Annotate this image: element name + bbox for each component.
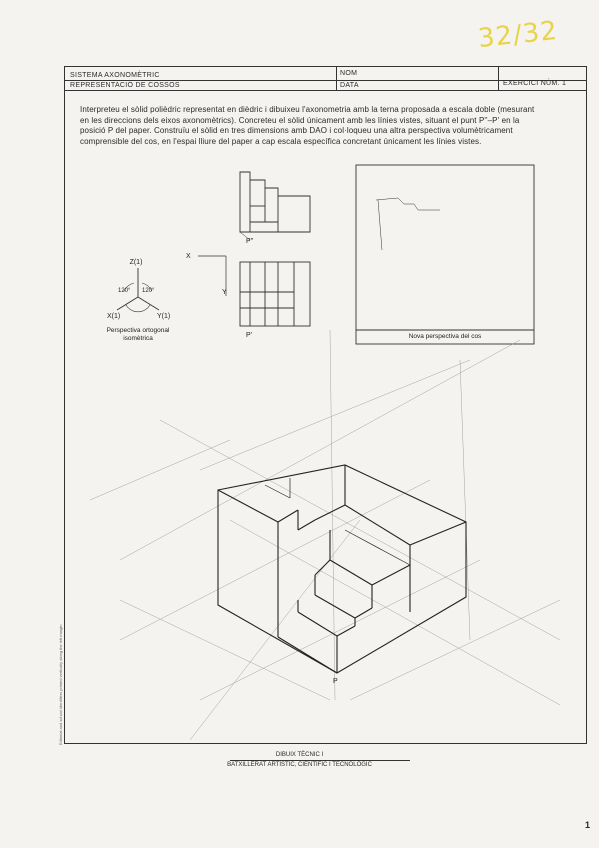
plan-point-label: P' xyxy=(246,332,253,339)
triad-caption-line1: Perspectiva ortogonal xyxy=(106,327,170,334)
grade-mark: 32/32 xyxy=(476,15,560,55)
x-axis-label: X(1) xyxy=(107,313,121,320)
isometric-solid xyxy=(218,465,466,673)
construction-lines xyxy=(90,330,560,740)
new-perspective-caption: Nova perspectiva del cos xyxy=(408,333,482,340)
name-label: NOM xyxy=(340,70,358,77)
side-note: Editorial and school identifiers printed vertically along the left margin xyxy=(58,624,63,745)
reference-x-label: X xyxy=(186,253,191,260)
plan-view xyxy=(240,262,310,326)
exercise-label: EXERCICI NÚM. 1 xyxy=(503,80,567,87)
y-axis-label: Y(1) xyxy=(157,313,171,320)
footer-divider xyxy=(230,760,410,761)
footer-course: DIBUIX TÈCNIC I xyxy=(275,752,324,758)
angle-left-label: 120° xyxy=(118,288,131,294)
point-p-label: P xyxy=(333,678,338,685)
elevation-view xyxy=(240,172,310,240)
instructions-text: Interpreteu el sòlid polièdric representat en dièdric i dibuixeu l'axonometria amb la terna proposada a escala doble (mesurant en les direccions dels eixos axonomètrics). Concreteu el sòlid únicament amb les línies vistes, situant el punt P''–P' en la posició P del paper. Construïu el sòlid en tres dimensions amb DAO i col·loqueu una altra perspectiva volumètricament comprensible del cos, en l'espai lliure del paper a cap escala específica concretant únicament les línies vistes. xyxy=(80,105,535,146)
reference-y-label: Y xyxy=(222,289,227,296)
angle-right-label: 120° xyxy=(142,288,155,294)
elevation-point-label: P'' xyxy=(246,238,254,245)
page-number: 1 xyxy=(585,820,591,830)
new-perspective-box xyxy=(356,165,534,344)
z-axis-label: Z(1) xyxy=(129,259,143,266)
system-label: SISTEMA AXONOMÈTRIC xyxy=(70,72,160,79)
footer-program: BATXILLERAT ARTÍSTIC, CIENTÍFIC I TECNOLÒGIC xyxy=(227,762,372,768)
date-label: DATA xyxy=(340,82,359,89)
triad-caption-line2: isomètrica xyxy=(123,335,153,342)
subject-label: REPRESENTACIÓ DE COSSOS xyxy=(70,82,180,89)
